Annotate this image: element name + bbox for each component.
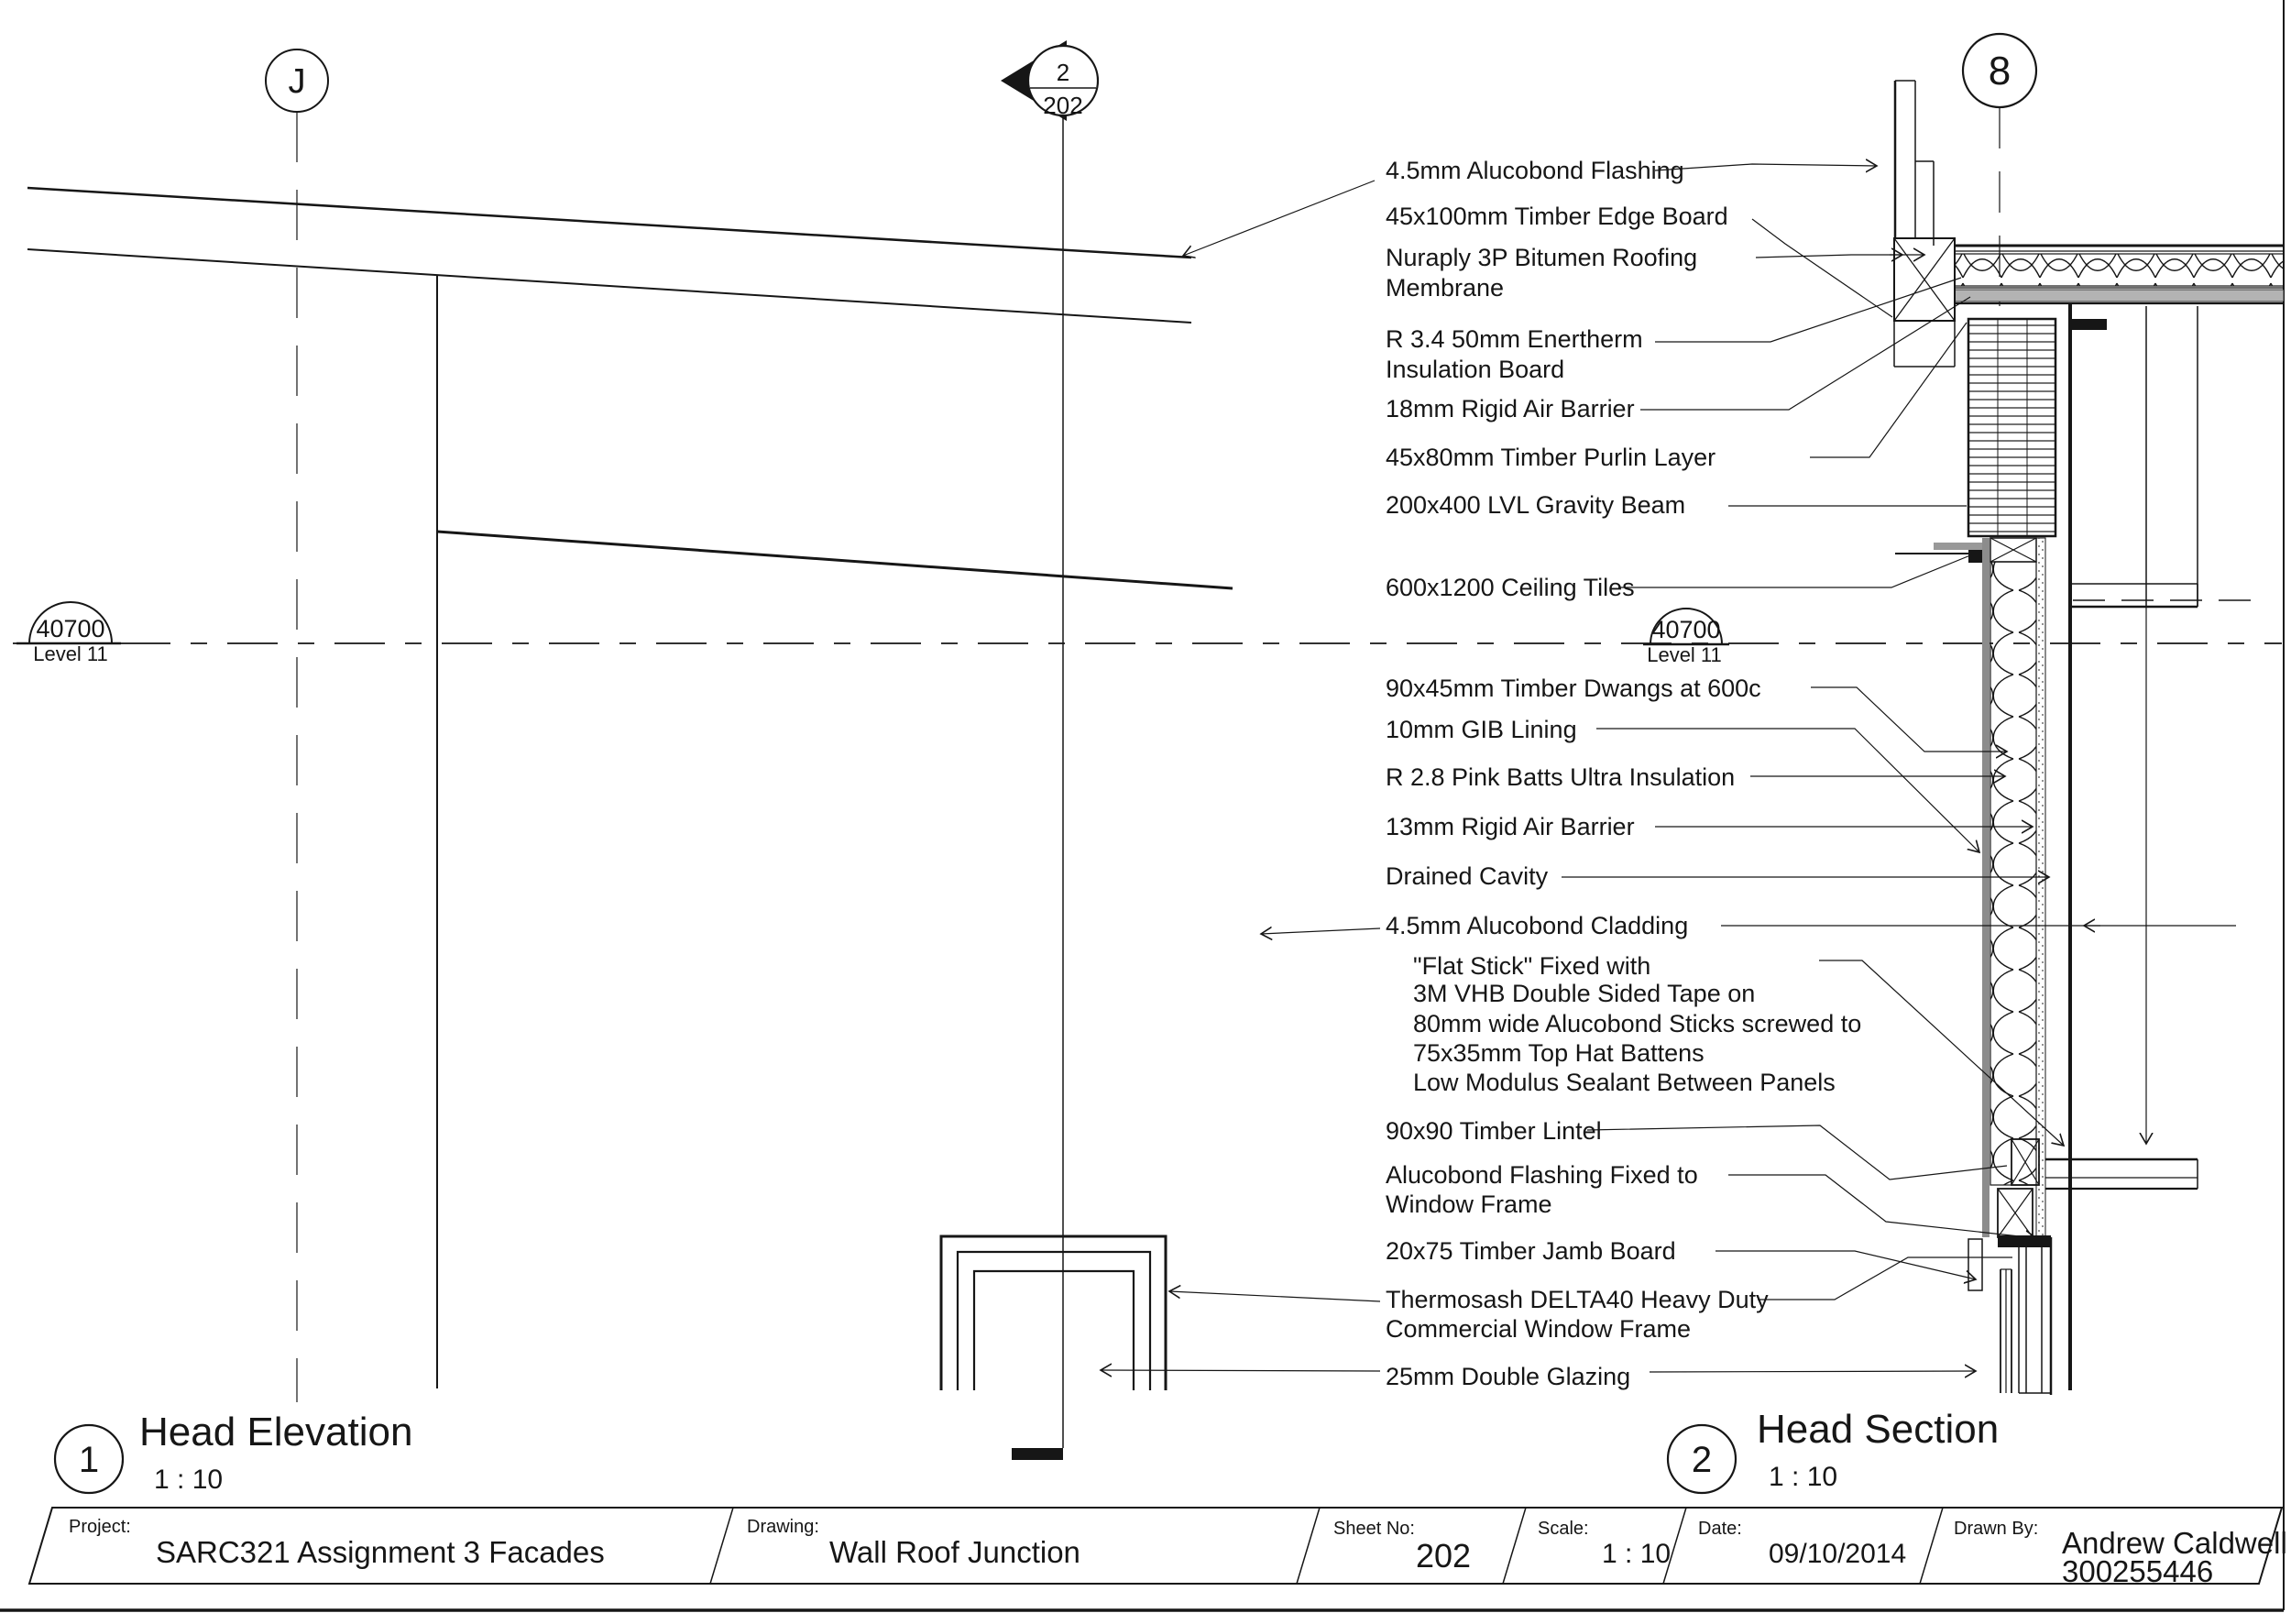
jamb-board — [1968, 1239, 1982, 1290]
view-number: 2 — [1691, 1440, 1713, 1480]
annotation: 25mm Double Glazing — [1386, 1363, 1631, 1390]
view-title: Head Elevation — [139, 1410, 413, 1454]
drawn-by-label: Drawn By: — [1954, 1519, 2039, 1539]
drawn-by-name: Andrew Caldwell — [2062, 1526, 2287, 1560]
annotation: Thermosash DELTA40 Heavy Duty — [1386, 1286, 1769, 1313]
sheet-no-label: Sheet No: — [1333, 1519, 1415, 1539]
annotation: Membrane — [1386, 274, 1505, 302]
view-title-section — [1668, 1407, 1999, 1493]
section-cut-marker — [1001, 40, 1098, 1460]
annotation: "Flat Stick" Fixed with — [1413, 952, 1651, 980]
date-label: Date: — [1698, 1519, 1742, 1539]
rigid-air-barrier-layer — [2036, 538, 2045, 1237]
section-marker-detail: 2 — [1056, 59, 1070, 86]
window-frame-mid — [958, 1252, 1150, 1390]
pink-batts-layer — [1990, 562, 2036, 1185]
project-value: SARC321 Assignment 3 Facades — [156, 1535, 605, 1569]
grid-j-label: J — [288, 62, 306, 101]
view-number: 1 — [78, 1440, 100, 1480]
title-block — [29, 1508, 2287, 1588]
level-right-name: Level 11 — [1647, 643, 1722, 666]
annotation: Alucobond Flashing Fixed to — [1386, 1161, 1698, 1189]
section-marker-sheet: 202 — [1043, 92, 1083, 119]
annotation: Nuraply 3P Bitumen Roofing — [1386, 244, 1698, 271]
annotation: Commercial Window Frame — [1386, 1315, 1692, 1343]
annotation: 13mm Rigid Air Barrier — [1386, 813, 1635, 840]
scale-label: Scale: — [1538, 1519, 1589, 1539]
section-right-flashing — [2070, 306, 2253, 1144]
section-line-foot — [1012, 1448, 1063, 1460]
project-label: Project: — [69, 1517, 131, 1537]
annotation: Low Modulus Sealant Between Panels — [1413, 1069, 1836, 1096]
annotation-labels — [1386, 157, 1861, 1390]
grid-8-label: 8 — [1988, 49, 2011, 93]
annotation: 18mm Rigid Air Barrier — [1386, 395, 1635, 422]
drawing-label: Drawing: — [747, 1517, 819, 1537]
section-ceiling — [1895, 543, 1982, 563]
annotation: 4.5mm Alucobond Flashing — [1386, 157, 1684, 184]
date-value: 09/10/2014 — [1769, 1539, 1907, 1569]
annotation: Insulation Board — [1386, 356, 1565, 383]
annotation: R 2.8 Pink Batts Ultra Insulation — [1386, 763, 1736, 791]
annotation: 45x80mm Timber Purlin Layer — [1386, 444, 1716, 471]
annotation: Drained Cavity — [1386, 862, 1549, 890]
annotation: 75x35mm Top Hat Battens — [1413, 1039, 1705, 1067]
sheet-no-value: 202 — [1416, 1537, 1472, 1575]
annotation: 90x45mm Timber Dwangs at 600c — [1386, 675, 1761, 702]
drawing-value: Wall Roof Junction — [829, 1535, 1080, 1569]
view-scale: 1 : 10 — [154, 1465, 224, 1495]
section-gravity-beam — [1968, 319, 2055, 536]
annotation: 3M VHB Double Sided Tape on — [1413, 980, 1756, 1007]
level-marker-right — [1643, 609, 1729, 666]
annotation: 4.5mm Alucobond Cladding — [1386, 912, 1689, 939]
annotation: 45x100mm Timber Edge Board — [1386, 203, 1728, 230]
annotation: R 3.4 50mm Enertherm — [1386, 325, 1643, 353]
elevation-linework — [27, 188, 1233, 1390]
scale-value: 1 : 10 — [1602, 1539, 1672, 1569]
section-window-frame — [2001, 1237, 2051, 1395]
view-scale: 1 : 10 — [1769, 1462, 1838, 1492]
grid-line-j — [266, 49, 328, 1402]
level-right-value: 40700 — [1651, 616, 1721, 643]
level-marker-left — [16, 602, 121, 665]
annotation: Window Frame — [1386, 1191, 1552, 1218]
annotation: 80mm wide Alucobond Sticks screwed to — [1413, 1010, 1862, 1037]
level-left-name: Level 11 — [33, 642, 108, 665]
section-roof-layers — [1955, 238, 2284, 330]
annotation: 10mm GIB Lining — [1386, 716, 1577, 743]
view-title-elevation — [55, 1410, 412, 1495]
level-left-value: 40700 — [36, 615, 105, 642]
annotation: 20x75 Timber Jamb Board — [1386, 1237, 1676, 1265]
drawn-by-id: 300255446 — [2062, 1554, 2214, 1588]
view-title: Head Section — [1757, 1407, 2000, 1452]
annotation: 600x1200 Ceiling Tiles — [1386, 574, 1635, 601]
annotation: 200x400 LVL Gravity Beam — [1386, 491, 1686, 519]
section-parapet — [1894, 81, 1955, 367]
annotation: 90x90 Timber Lintel — [1386, 1117, 1602, 1145]
gib-lining-layer — [1982, 538, 1990, 1237]
window-frame-inner — [974, 1271, 1134, 1390]
